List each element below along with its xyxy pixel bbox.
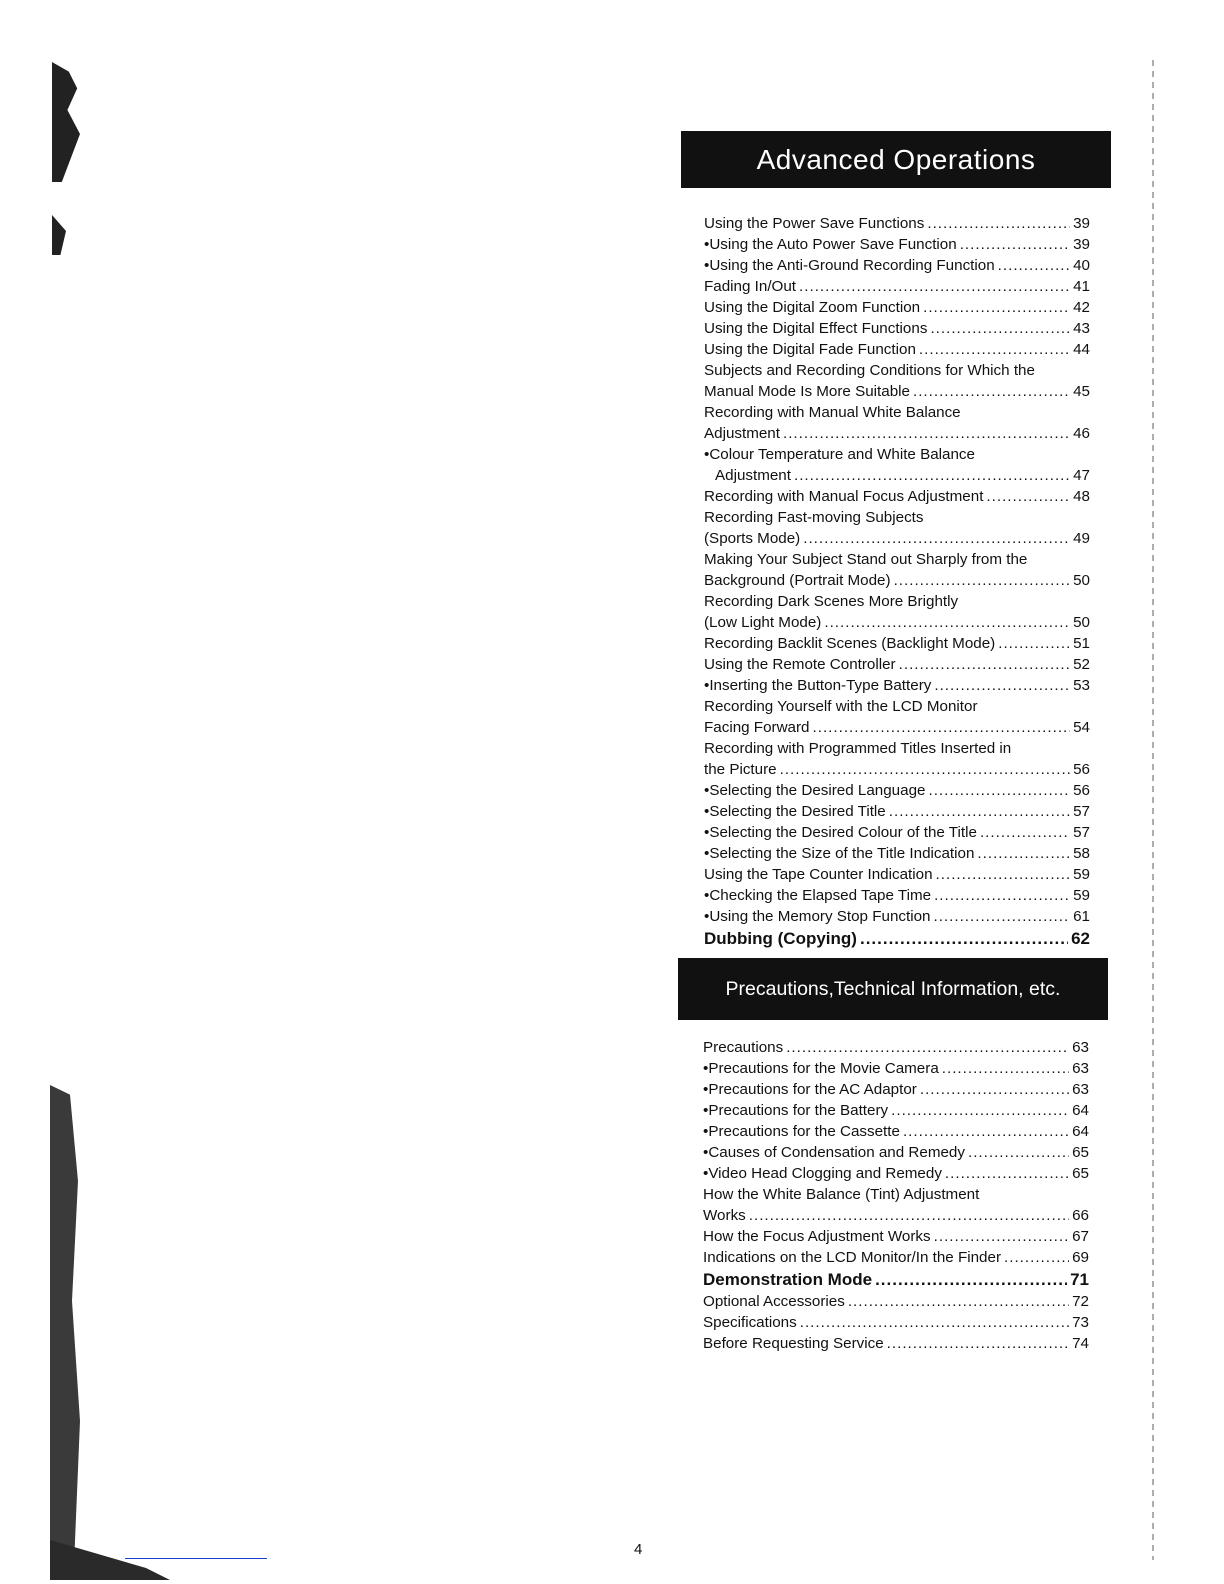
toc-entry[interactable] — [704, 234, 1090, 255]
toc-entry[interactable] — [703, 1100, 1089, 1121]
toc-entry[interactable] — [704, 675, 1090, 696]
toc-entry-page: 65 — [1072, 1144, 1089, 1161]
toc-entry-page: 63 — [1072, 1081, 1089, 1098]
toc-entry-title: Demonstration Mode — [703, 1270, 873, 1289]
toc-entry-title: Facing Forward — [704, 719, 810, 736]
toc-entry-title: Using the Digital Fade Function — [704, 341, 916, 358]
toc-entry-title: Fading In/Out — [704, 278, 797, 295]
toc-entry-page: 64 — [1072, 1102, 1089, 1119]
scan-artifact — [52, 62, 80, 182]
toc-entry-title: (Low Light Mode) — [704, 614, 822, 631]
toc-entry-page: 67 — [1072, 1228, 1089, 1245]
toc-entry-line: How the White Balance (Tint) Adjustment — [703, 1186, 980, 1203]
dot-leader — [930, 318, 1070, 339]
toc-entry-page: 72 — [1072, 1293, 1089, 1310]
dot-leader — [899, 654, 1070, 675]
toc-entry-page: 54 — [1073, 719, 1090, 736]
toc-entry-title: •Video Head Clogging and Remedy — [703, 1165, 942, 1182]
toc-entry-page: 40 — [1073, 257, 1090, 274]
toc-entry-title: Adjustment — [704, 425, 780, 442]
section-heading-advanced-operations: Advanced Operations — [681, 131, 1111, 188]
toc-entry-title: •Selecting the Desired Language — [704, 782, 926, 799]
toc-advanced-operations — [704, 213, 1090, 950]
dot-leader — [934, 1226, 1069, 1247]
toc-entry-line: •Colour Temperature and White Balance — [704, 446, 975, 463]
toc-entry[interactable] — [703, 1121, 1089, 1142]
toc-entry-page: 65 — [1072, 1165, 1089, 1182]
toc-entry-title: Works — [703, 1207, 746, 1224]
dot-leader — [1004, 1247, 1069, 1268]
dot-leader — [968, 1142, 1069, 1163]
toc-entry-title: •Precautions for the Movie Camera — [703, 1060, 939, 1077]
toc-entry[interactable] — [704, 381, 1090, 402]
dot-leader — [933, 906, 1070, 927]
dot-leader — [887, 1333, 1069, 1354]
toc-entry-title: How the Focus Adjustment Works — [703, 1228, 931, 1245]
toc-entry-title: Manual Mode Is More Suitable — [704, 383, 910, 400]
toc-entry[interactable] — [704, 276, 1090, 297]
toc-entry-title: Using the Digital Effect Functions — [704, 320, 928, 337]
toc-entry-page: 66 — [1072, 1207, 1089, 1224]
dot-leader — [913, 381, 1070, 402]
toc-entry-line: Recording Fast-moving Subjects — [704, 509, 924, 526]
toc-entry-line: Subjects and Recording Conditions for Which the — [704, 362, 1035, 379]
toc-entry-title: Precautions — [703, 1039, 784, 1056]
toc-entry[interactable] — [703, 1247, 1089, 1268]
dot-leader — [934, 675, 1070, 696]
toc-entry-title: Before Requesting Service — [703, 1335, 884, 1352]
toc-entry-title: •Using the Auto Power Save Function — [704, 236, 957, 253]
toc-entry-page: 50 — [1073, 572, 1090, 589]
toc-entry-page: 45 — [1073, 383, 1090, 400]
dot-leader — [860, 927, 1068, 950]
toc-entry-page: 51 — [1073, 635, 1090, 652]
dot-leader — [934, 885, 1070, 906]
dot-leader — [783, 423, 1070, 444]
toc-entry-title: Using the Tape Counter Indication — [704, 866, 933, 883]
toc-entry[interactable] — [704, 255, 1090, 276]
toc-entry-title: Recording Backlit Scenes (Backlight Mode) — [704, 635, 996, 652]
toc-entry-page: 57 — [1073, 824, 1090, 841]
toc-entry-page: 71 — [1070, 1270, 1089, 1289]
toc-entry-title: Adjustment — [715, 467, 791, 484]
toc-entry[interactable] — [704, 339, 1090, 360]
toc-entry-title: •Precautions for the Battery — [703, 1102, 889, 1119]
toc-entry[interactable] — [704, 759, 1090, 780]
toc-entry[interactable] — [704, 528, 1090, 549]
toc-entry[interactable] — [703, 1142, 1089, 1163]
toc-entry[interactable] — [704, 822, 1090, 843]
toc-entry-page: 50 — [1073, 614, 1090, 631]
toc-entry-page: 43 — [1073, 320, 1090, 337]
scan-artifact — [50, 1085, 90, 1565]
toc-entry-page: 59 — [1073, 866, 1090, 883]
toc-entry-page: 44 — [1073, 341, 1090, 358]
dot-leader — [980, 822, 1070, 843]
scan-artifact — [50, 1540, 170, 1580]
dot-leader — [749, 1205, 1069, 1226]
toc-entry-title: •Selecting the Desired Title — [704, 803, 886, 820]
toc-entry[interactable] — [704, 570, 1090, 591]
dot-leader — [945, 1163, 1069, 1184]
dot-leader — [848, 1291, 1069, 1312]
toc-entry[interactable] — [704, 213, 1090, 234]
toc-entry-title: Optional Accessories — [703, 1293, 845, 1310]
toc-entry-title: (Sports Mode) — [704, 530, 801, 547]
toc-entry-page: 56 — [1073, 761, 1090, 778]
toc-entry[interactable] — [703, 1226, 1089, 1247]
toc-entry-title: •Selecting the Size of the Title Indication — [704, 845, 975, 862]
toc-entry-title: •Checking the Elapsed Tape Time — [704, 887, 932, 904]
toc-entry[interactable] — [703, 1163, 1089, 1184]
toc-entry-title: Specifications — [703, 1314, 797, 1331]
toc-entry-page: 41 — [1073, 278, 1090, 295]
scan-underline — [125, 1558, 267, 1559]
toc-entry-page: 46 — [1073, 425, 1090, 442]
toc-entry-page: 57 — [1073, 803, 1090, 820]
toc-entry[interactable] — [704, 423, 1090, 444]
toc-entry-title: •Using the Anti-Ground Recording Function — [704, 257, 995, 274]
dot-leader — [986, 486, 1070, 507]
toc-entry-title: •Precautions for the Cassette — [703, 1123, 900, 1140]
dot-leader — [903, 1121, 1069, 1142]
dot-leader — [942, 1058, 1069, 1079]
toc-entry-title: Background (Portrait Mode) — [704, 572, 891, 589]
dot-leader — [927, 213, 1070, 234]
section-heading-precautions: Precautions,Technical Information, etc. — [678, 958, 1108, 1020]
dot-leader — [891, 1100, 1069, 1121]
toc-entry-page: 39 — [1073, 236, 1090, 253]
toc-entry-page: 48 — [1073, 488, 1090, 505]
toc-entry-page: 64 — [1072, 1123, 1089, 1140]
toc-entry-page: 63 — [1072, 1039, 1089, 1056]
dot-leader — [799, 276, 1070, 297]
toc-entry[interactable] — [704, 780, 1090, 801]
toc-entry[interactable] — [703, 1079, 1089, 1100]
dot-leader — [928, 780, 1070, 801]
toc-entry[interactable] — [704, 843, 1090, 864]
toc-entry-title: Using the Power Save Functions — [704, 215, 925, 232]
toc-entry-line: Recording with Manual White Balance — [704, 404, 961, 421]
toc-entry[interactable] — [703, 1268, 1089, 1291]
toc-entry-title: Indications on the LCD Monitor/In the Finder — [703, 1249, 1002, 1266]
dot-leader — [998, 633, 1070, 654]
toc-entry-page: 69 — [1072, 1249, 1089, 1266]
toc-entry-page: 53 — [1073, 677, 1090, 694]
dot-leader — [889, 801, 1070, 822]
toc-entry-page: 74 — [1072, 1335, 1089, 1352]
toc-entry-title: •Using the Memory Stop Function — [704, 908, 931, 925]
dot-leader — [923, 297, 1070, 318]
dot-leader — [875, 1268, 1067, 1291]
toc-entry[interactable] — [704, 885, 1090, 906]
toc-entry-page: 58 — [1073, 845, 1090, 862]
toc-entry-page: 63 — [1072, 1060, 1089, 1077]
toc-entry-page: 42 — [1073, 299, 1090, 316]
toc-precautions — [703, 1037, 1089, 1354]
dot-leader — [780, 759, 1070, 780]
toc-entry-page: 59 — [1073, 887, 1090, 904]
toc-entry[interactable] — [704, 486, 1090, 507]
dot-leader — [803, 528, 1070, 549]
toc-entry[interactable] — [703, 1058, 1089, 1079]
toc-entry-line: Recording Dark Scenes More Brightly — [704, 593, 959, 610]
toc-entry-page: 49 — [1073, 530, 1090, 547]
toc-entry[interactable] — [704, 318, 1090, 339]
toc-entry[interactable] — [703, 1333, 1089, 1354]
toc-entry-title: •Precautions for the AC Adaptor — [703, 1081, 917, 1098]
toc-entry[interactable] — [704, 927, 1090, 950]
dot-leader — [813, 717, 1071, 738]
dot-leader — [894, 570, 1071, 591]
toc-entry[interactable] — [704, 654, 1090, 675]
toc-entry-title: Recording with Manual Focus Adjustment — [704, 488, 984, 505]
toc-entry[interactable] — [704, 864, 1090, 885]
toc-entry-line: Making Your Subject Stand out Sharply from the — [704, 551, 1028, 568]
dot-leader — [960, 234, 1070, 255]
toc-entry[interactable] — [703, 1037, 1089, 1058]
toc-entry[interactable] — [704, 297, 1090, 318]
toc-entry[interactable] — [704, 633, 1090, 654]
toc-entry-title: Dubbing (Copying) — [704, 929, 857, 948]
toc-entry-page: 52 — [1073, 656, 1090, 673]
dot-leader — [800, 1312, 1069, 1333]
toc-entry[interactable] — [704, 465, 1090, 486]
toc-entry-line: Recording with Programmed Titles Inserted in — [704, 740, 1012, 757]
toc-entry[interactable] — [704, 612, 1090, 633]
toc-entry[interactable] — [704, 717, 1090, 738]
dot-leader — [786, 1037, 1069, 1058]
scan-artifact — [52, 215, 66, 255]
dot-leader — [977, 843, 1070, 864]
page-number: 4 — [634, 1541, 643, 1558]
toc-entry-title: •Causes of Condensation and Remedy — [703, 1144, 965, 1161]
dot-leader — [824, 612, 1070, 633]
dot-leader — [794, 465, 1070, 486]
toc-entry-page: 39 — [1073, 215, 1090, 232]
toc-entry[interactable] — [704, 906, 1090, 927]
toc-entry-page: 73 — [1072, 1314, 1089, 1331]
dot-leader — [998, 255, 1070, 276]
toc-entry-title: •Selecting the Desired Colour of the Title — [704, 824, 977, 841]
toc-entry-title: •Inserting the Button-Type Battery — [704, 677, 932, 694]
toc-entry-page: 56 — [1073, 782, 1090, 799]
dot-leader — [920, 1079, 1069, 1100]
toc-entry-page: 61 — [1073, 908, 1090, 925]
toc-entry-title: Using the Digital Zoom Function — [704, 299, 921, 316]
toc-entry-title: Using the Remote Controller — [704, 656, 896, 673]
toc-entry[interactable] — [704, 801, 1090, 822]
toc-entry[interactable] — [703, 1291, 1089, 1312]
dot-leader — [936, 864, 1071, 885]
toc-entry-page: 47 — [1073, 467, 1090, 484]
toc-entry-page: 62 — [1071, 929, 1090, 948]
toc-entry-line: Recording Yourself with the LCD Monitor — [704, 698, 978, 715]
dot-leader — [919, 339, 1070, 360]
scan-edge — [1152, 60, 1154, 1560]
toc-entry[interactable] — [703, 1312, 1089, 1333]
toc-entry[interactable] — [703, 1205, 1089, 1226]
toc-entry-title: the Picture — [704, 761, 777, 778]
